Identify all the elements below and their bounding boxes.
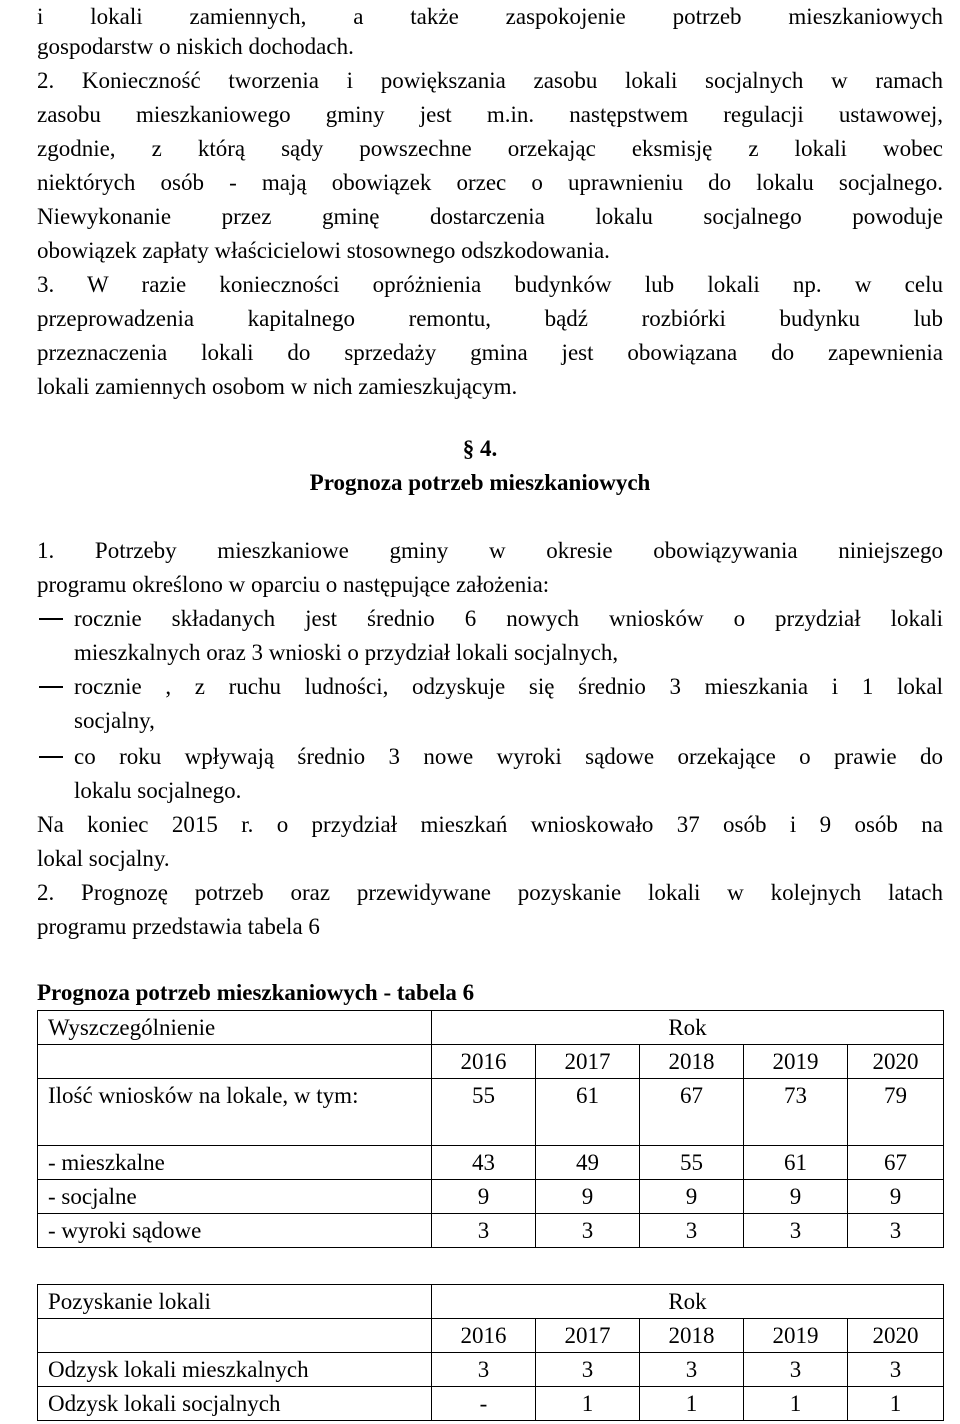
table-year-cell: 2019	[744, 1045, 848, 1079]
paragraph-line: przeznaczenia lokali do sprzedaży gmina jest obowiązana do zapewnienia	[37, 340, 943, 365]
table-cell: 43	[432, 1146, 536, 1180]
table-cell: 3	[848, 1214, 944, 1248]
table-row	[38, 1079, 944, 1146]
table-cell: 3	[432, 1214, 536, 1248]
table-cell: 67	[640, 1079, 744, 1146]
table-year-cell: 2018	[640, 1319, 744, 1353]
bullet-line: socjalny,	[74, 708, 155, 733]
table-year-cell: 2018	[640, 1045, 744, 1079]
table-empty-cell	[38, 1045, 432, 1079]
table-cell: 73	[744, 1079, 848, 1146]
table-title: Prognoza potrzeb mieszkaniowych - tabela 6	[37, 980, 475, 1005]
table-cell: 1	[640, 1387, 744, 1421]
paragraph-line: 2. Prognozę potrzeb oraz przewidywane pozyskanie lokali w kolejnych latach	[37, 880, 943, 905]
table-cell: 67	[848, 1146, 944, 1180]
paragraph-line: Na koniec 2015 r. o przydział mieszkań wnioskowało 37 osób i 9 osób na	[37, 812, 943, 837]
bullet-line: rocznie składanych jest średnio 6 nowych wniosków o przydział lokali	[74, 606, 943, 631]
table-cell: 9	[744, 1180, 848, 1214]
table-cell: 1	[848, 1387, 944, 1421]
table-row	[38, 1387, 944, 1421]
table-year-cell: 2017	[536, 1319, 640, 1353]
paragraph-line: zasobu mieszkaniowego gminy jest m.in. następstwem regulacji ustawowej,	[37, 102, 943, 127]
paragraph-line: przeprowadzenia kapitalnego remontu, bądź rozbiórki budynku lub	[37, 306, 943, 331]
table-cell: 3	[848, 1353, 944, 1387]
table-cell: 3	[744, 1214, 848, 1248]
table-cell: 9	[536, 1180, 640, 1214]
table-cell: 3	[536, 1353, 640, 1387]
table-row	[38, 1353, 944, 1387]
bullet-line: lokalu socjalnego.	[74, 778, 242, 803]
paragraph-line: lokal socjalny.	[37, 846, 170, 871]
table-cell: 55	[432, 1079, 536, 1146]
table-cell: 9	[640, 1180, 744, 1214]
table-row-label: Odzysk lokali mieszkalnych	[38, 1353, 432, 1387]
bullet-line: mieszkalnych oraz 3 wnioski o przydział lokali socjalnych,	[74, 640, 619, 665]
table-years-row	[38, 1045, 944, 1079]
table-year-cell: 2019	[744, 1319, 848, 1353]
table-cell: 61	[744, 1146, 848, 1180]
paragraph-line: 3. W razie konieczności opróżnienia budynków lub lokali np. w celu	[37, 272, 943, 297]
paragraph-line: Niewykonanie przez gminę dostarczenia lokalu socjalnego powoduje	[37, 204, 943, 229]
paragraph-line: 1. Potrzeby mieszkaniowe gminy w okresie obowiązywania niniejszego	[37, 538, 943, 563]
paragraph-line: programu określono w oparciu o następujące założenia:	[37, 572, 550, 597]
table-row	[38, 1214, 944, 1248]
paragraph-line: i lokali zamiennych, a także zaspokojenie potrzeb mieszkaniowych	[37, 4, 943, 29]
dash-bullet-icon	[39, 686, 63, 688]
table-cell: 9	[432, 1180, 536, 1214]
bullet-line: rocznie , z ruchu ludności, odzyskuje się średnio 3 mieszkania i 1 lokal	[74, 674, 943, 699]
paragraph-line: gospodarstw o niskich dochodach.	[37, 34, 354, 59]
table-cell: 3	[640, 1353, 744, 1387]
paragraph-line: niektórych osób - mają obowiązek orzec o uprawnieniu do lokalu socjalnego.	[37, 170, 943, 195]
table-row-label: Odzysk lokali socjalnych	[38, 1387, 432, 1421]
section-title: Prognoza potrzeb mieszkaniowych	[309, 470, 651, 495]
table-row-label: - socjalne	[38, 1180, 432, 1214]
table-cell: 3	[432, 1353, 536, 1387]
table-years-row	[38, 1319, 944, 1353]
table-cell: 61	[536, 1079, 640, 1146]
table-year-cell: 2016	[432, 1045, 536, 1079]
table-cell: 79	[848, 1079, 944, 1146]
table-row	[38, 1146, 944, 1180]
table-year-cell: 2017	[536, 1045, 640, 1079]
table-row-label: - wyroki sądowe	[38, 1214, 432, 1248]
paragraph-line: obowiązek zapłaty właścicielowi stosownego odszkodowania.	[37, 238, 610, 263]
table-cell: 3	[536, 1214, 640, 1248]
paragraph-line: lokali zamiennych osobom w nich zamieszkującym.	[37, 374, 518, 399]
table-header-cell: Pozyskanie lokali	[38, 1285, 432, 1319]
table-cell: 55	[640, 1146, 744, 1180]
table-group-header: Rok	[432, 1285, 944, 1319]
table-group-header: Rok	[432, 1011, 944, 1045]
table-cell: 49	[536, 1146, 640, 1180]
table-cell: -	[432, 1387, 536, 1421]
table-header-row	[38, 1285, 944, 1319]
table-cell: 3	[640, 1214, 744, 1248]
table-cell: 1	[744, 1387, 848, 1421]
dash-bullet-icon	[39, 618, 63, 620]
table-row-label: Ilość wniosków na lokale, w tym:	[38, 1079, 432, 1146]
paragraph-line: programu przedstawia tabela 6	[37, 914, 320, 939]
table-cell: 9	[848, 1180, 944, 1214]
table-cell: 3	[744, 1353, 848, 1387]
paragraph-line: zgodnie, z którą sądy powszechne orzekając eksmisję z lokali wobec	[37, 136, 943, 161]
section-number: § 4.	[462, 436, 498, 461]
table-year-cell: 2016	[432, 1319, 536, 1353]
acquisition-table	[37, 1284, 944, 1421]
paragraph-line: 2. Konieczność tworzenia i powiększania zasobu lokali socjalnych w ramach	[37, 68, 943, 93]
table-empty-cell	[38, 1319, 432, 1353]
bullet-line: co roku wpływają średnio 3 nowe wyroki sądowe orzekające o prawie do	[74, 744, 943, 769]
table-header-row	[38, 1011, 944, 1045]
table-year-cell: 2020	[848, 1045, 944, 1079]
table-row-label: - mieszkalne	[38, 1146, 432, 1180]
forecast-table	[37, 1010, 944, 1248]
table-year-cell: 2020	[848, 1319, 944, 1353]
table-cell: 1	[536, 1387, 640, 1421]
table-row	[38, 1180, 944, 1214]
table-header-cell: Wyszczególnienie	[38, 1011, 432, 1045]
dash-bullet-icon	[39, 756, 63, 758]
